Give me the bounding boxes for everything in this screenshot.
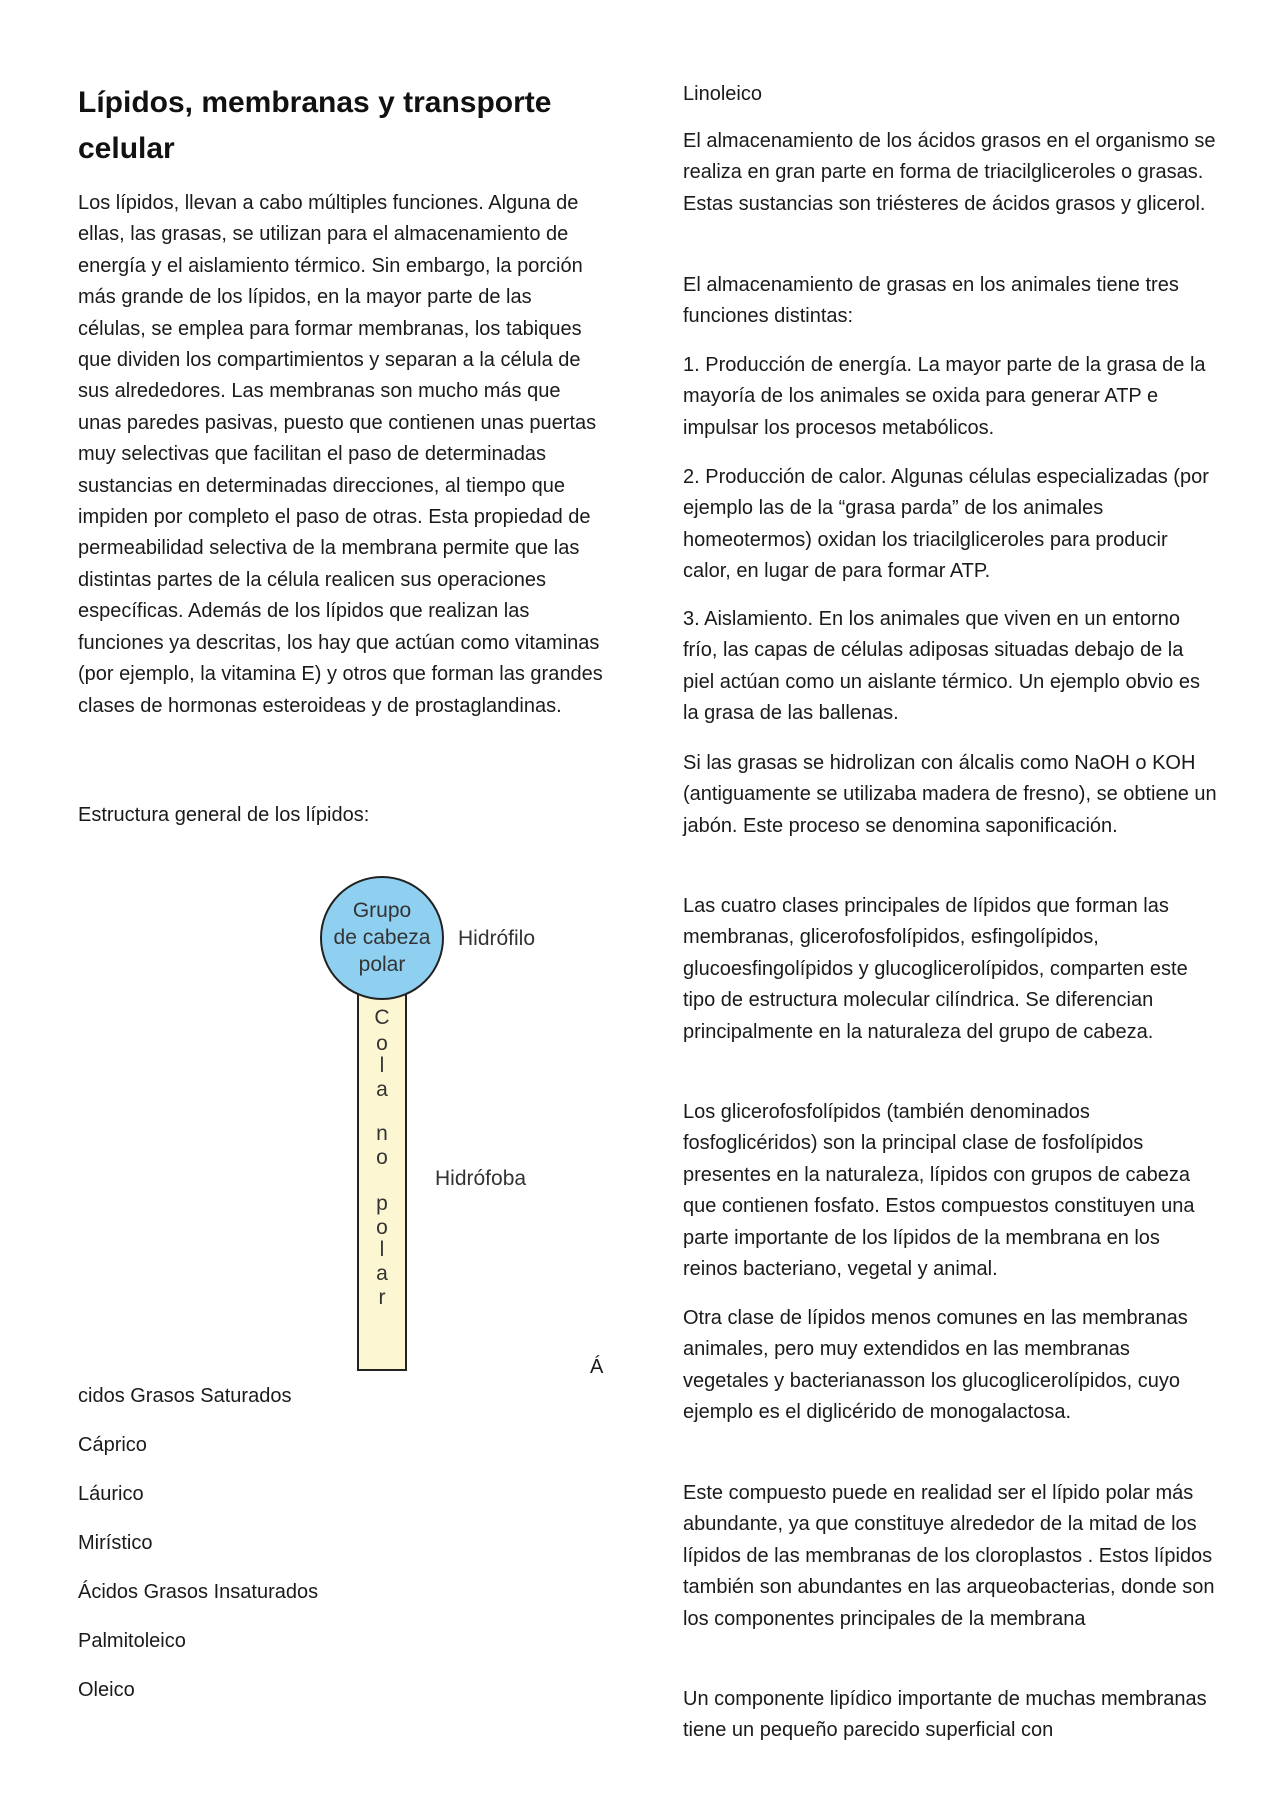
page-title: Lípidos, membranas y transporte celular [78, 86, 552, 165]
tail-letters [374, 1006, 389, 1309]
tail-letter: n [376, 1122, 388, 1145]
tail-letter: l [379, 1054, 385, 1077]
tail-letter: r [378, 1286, 386, 1309]
paragraph-insulation: 3. Aislamiento. En los animales que viven en un entorno frío, las capas de células adiposas situadas debajo de la piel actúan como un aislante térmico. Un ejemplo obvio es la grasa de las ballenas. [683, 608, 1200, 725]
paragraph-glycerophospholipids: Los glicerofosfolípidos (también denominados fosfoglicéridos) son la principal clase de fosfolípidos presentes en la naturaleza, lípidos con grupos de cabeza que contienen fosfato. Estos compuestos constituyen una parte importante de los lípidos de la membrana en los reinos bacteriano, vegetal y animal. [683, 1101, 1195, 1281]
paragraph-functions: El almacenamiento de grasas en los animales tiene tres funciones distintas: [683, 274, 1179, 328]
head-label-line2: de cabeza [333, 926, 431, 949]
intro-paragraph: Los lípidos, llevan a cabo múltiples funciones. Alguna de ellas, las grasas, se utilizan para el almacenamiento de energía y el aislamiento térmico. Sin embargo, la porción más grande de los lípidos, en la mayor parte de las células, se emplea para formar membranas, los tabiques que dividen los compartimientos y separan a la célula de sus alrededores. Las membranas son mucho más que unas paredes pasivas, puesto que contienen unas puertas muy selectivas que facilitan el paso de determinadas sustancias en determinadas direcciones, al tiempo que impiden por completo el paso de otras. Esta propiedad de permeabilidad selectiva de la membrana permite que las distintas partes de la célula realicen sus operaciones específicas. Además de los lípidos que realizan las funciones ya descritas, los hay que actúan como vitaminas (por ejemplo, la vitamina E) y otros que forman las grandes clases de hormonas esteroideas y de prostaglandinas. [78, 192, 603, 717]
lipid-structure-diagram [238, 870, 558, 1380]
paragraph-heat: 2. Producción de calor. Algunas células especializadas (por ejemplo las de la “grasa parda” de los animales homeotermos) oxidan los triacilgliceroles para producir calor, en lugar de para formar ATP. [683, 466, 1209, 583]
paragraph-saponification: Si las grasas se hidrolizan con álcalis como NaOH o KOH (antiguamente se utilizaba madera de fresno), se obtiene un jabón. Este proceso se denomina saponificación. [683, 752, 1217, 837]
head-label-line1: Grupo [352, 899, 412, 922]
paragraph-glycoglycerolipids: Otra clase de lípidos menos comunes en las membranas animales, pero muy extendidos en las membranas vegetales y bacterianasson los glucoglicerolípidos, cuyo ejemplo es el diglicérido de monogalactosa. [683, 1307, 1188, 1424]
hydrophobic-label: Hidrófoba [435, 1167, 527, 1190]
list-item-miristico: Mirístico [78, 1532, 153, 1554]
list-item-caprico: Cáprico [78, 1434, 147, 1456]
list-item-laurico: Láurico [78, 1483, 144, 1505]
list-item-saturated: cidos Grasos Saturados [78, 1385, 292, 1407]
hydrophilic-label: Hidrófilo [458, 927, 536, 950]
head-label-line3: polar [358, 953, 406, 976]
paragraph-storage: El almacenamiento de los ácidos grasos en el organismo se realiza en gran parte en forma de triacilgliceroles o grasas. Estas sustancias son triésteres de ácidos grasos y glicerol. [683, 130, 1216, 215]
tail-letter: a [376, 1262, 388, 1285]
list-item-oleico: Oleico [78, 1679, 135, 1701]
accent-char: Á [590, 1356, 604, 1378]
tail-letter: p [376, 1192, 388, 1215]
tail-letter: o [376, 1146, 388, 1169]
paragraph-abundant: Este compuesto puede en realidad ser el lípido polar más abundante, ya que constituye alrededor de la mitad de los lípidos de las membranas de los cloroplastos . Estos lípidos también son abundantes en las arqueobacterias, donde son los componentes principales de la membrana [683, 1482, 1215, 1630]
paragraph-component: Un componente lipídico importante de muchas membranas tiene un pequeño parecido superficial con [683, 1688, 1207, 1742]
tail-letter: o [376, 1216, 388, 1239]
tail-letter: a [376, 1078, 388, 1101]
paragraph-four-classes: Las cuatro clases principales de lípidos que forman las membranas, glicerofosfolípidos, esfingolípidos, glucoesfingolípidos y glucoglicerolípidos, comparten este tipo de estructura molecular cilíndrica. Se diferencian principalmente en la naturaleza del grupo de cabeza. [683, 895, 1188, 1043]
tail-letter: C [374, 1006, 390, 1029]
tail-letter: l [379, 1238, 385, 1261]
structure-heading: Estructura general de los lípidos: [78, 804, 370, 826]
tail-letter: o [376, 1032, 388, 1055]
paragraph-energy: 1. Producción de energía. La mayor parte de la grasa de la mayoría de los animales se oxida para generar ATP e impulsar los procesos metabólicos. [683, 354, 1206, 439]
list-item-unsaturated: Ácidos Grasos Insaturados [78, 1581, 319, 1603]
list-item-palmitoleico: Palmitoleico [78, 1630, 186, 1652]
paragraph-linoleico: Linoleico [683, 83, 762, 105]
